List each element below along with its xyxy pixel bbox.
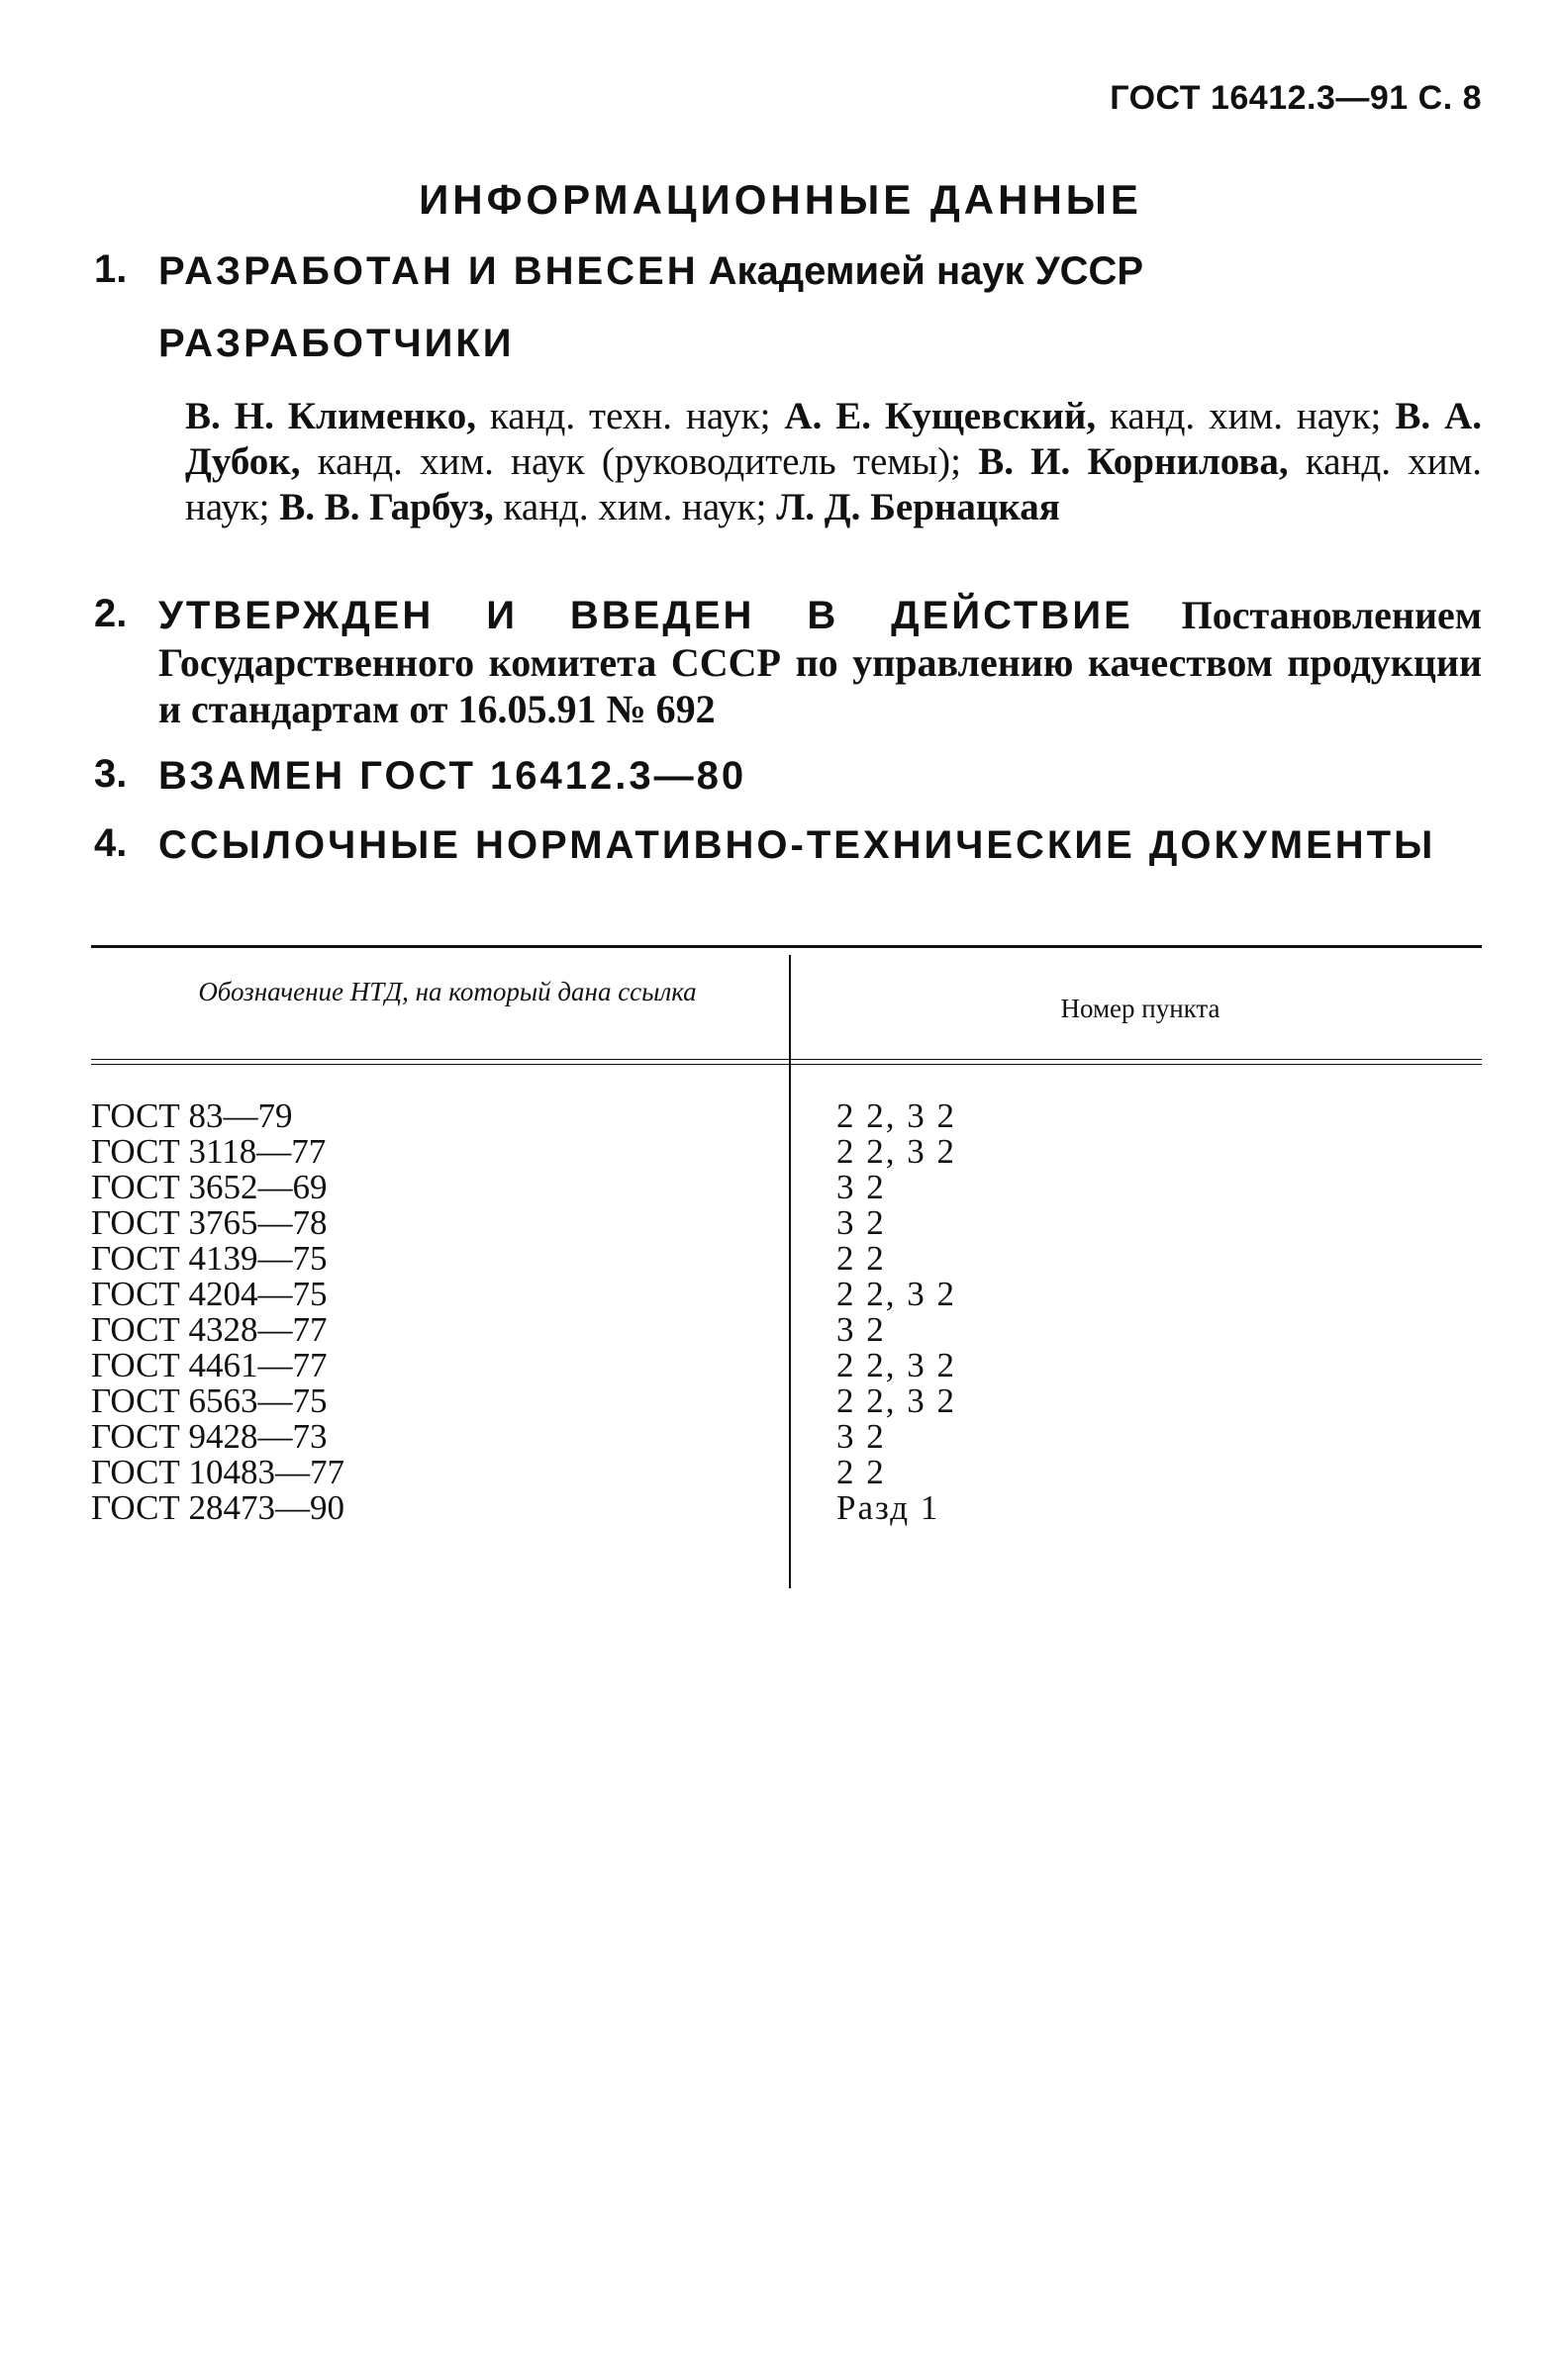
developer-title: канд. хим. наук; [185,440,1483,528]
developer-title: канд. техн. наук; [475,395,785,437]
page-title: ИНФОРМАЦИОННЫЕ ДАННЫЕ [419,176,1142,223]
developer-title: канд. хим. наук; [1096,395,1396,437]
column-header-document: Обозначение НТД, на который дана ссылка [198,977,697,1006]
table-row [91,1170,1482,1205]
document-cell: ГОСТ 3118—77 [91,1132,327,1171]
section-1 [94,247,1482,295]
section-heading: ВЗАМЕН ГОСТ 16412.3—80 [158,754,747,798]
developer-organization: Академией наук УССР [708,249,1144,293]
table-row [91,1134,1482,1170]
section-2 [94,592,1482,732]
document-cell: ГОСТ 4461—77 [91,1346,328,1384]
section-4 [94,821,1482,869]
table-row [91,1419,1482,1455]
table-row [91,1490,1482,1526]
table-row [91,1241,1482,1277]
clause-cell: 2 2, 3 2 [836,1346,956,1384]
document-cell: ГОСТ 3652—69 [91,1168,328,1206]
developer-title: канд. хим. наук (руководитель темы); [300,440,979,483]
developers-heading: РАЗРАБОТЧИКИ [158,322,515,365]
section-number: 2. [94,592,128,635]
developer-name: В. В. Гарбуз, [279,486,494,528]
document-cell: ГОСТ 6563—75 [91,1381,328,1420]
table-body [91,1098,1482,1526]
approval-text: Постановлением Государственного комитета СССР по управлению качеством продукции и стандартам от 16.05.91 № 692 [158,593,1482,731]
section-3 [94,752,1482,800]
clause-cell: 2 2, 3 2 [836,1132,956,1171]
clause-cell: 2 2, 3 2 [836,1096,956,1135]
document-cell: ГОСТ 28473—90 [91,1488,345,1527]
developer-name: В. Н. Клименко, [185,395,476,437]
document-cell: ГОСТ 4204—75 [91,1275,328,1313]
clause-cell: 3 2 [836,1168,886,1206]
developer-name: Л. Д. Бернацкая [776,486,1060,528]
section-heading: ССЫЛОЧНЫЕ НОРМАТИВНО-ТЕХНИЧЕСКИЕ ДОКУМЕНТЫ [158,823,1436,867]
section-number: 1. [94,247,128,291]
document-cell: ГОСТ 83—79 [91,1096,293,1135]
table-row [91,1455,1482,1490]
clause-cell: 3 2 [836,1310,886,1349]
clause-cell: 2 2 [836,1239,886,1278]
page-header-reference: ГОСТ 16412.3—91 С. 8 [1110,79,1482,117]
clause-cell: 2 2 [836,1453,886,1491]
clause-cell: 2 2, 3 2 [836,1381,956,1420]
table-row [91,1312,1482,1348]
table-row [91,1098,1482,1134]
table-row [91,1205,1482,1241]
section-heading: УТВЕРЖДЕН И ВВЕДЕН В ДЕЙСТВИЕ [158,594,1133,637]
developer-name: В. И. Корнилова, [978,440,1289,483]
table-row [91,1277,1482,1312]
developers-list [185,394,1482,530]
developer-title: канд. хим. наук; [493,486,777,528]
clause-cell: Разд 1 [836,1488,940,1527]
section-heading: РАЗРАБОТАН И ВНЕСЕН [158,249,699,293]
referenced-documents-table [91,945,1482,1588]
table-row [91,1383,1482,1419]
developer-name: А. Е. Кущевский, [784,395,1097,437]
developer-name: В. А. Дубок, [185,395,1483,483]
section-number: 4. [94,821,128,865]
clause-cell: 3 2 [836,1203,886,1242]
section-number: 3. [94,752,128,796]
table-top-rule [91,945,1482,948]
clause-cell: 3 2 [836,1417,886,1456]
document-cell: ГОСТ 4328—77 [91,1310,328,1349]
document-cell: ГОСТ 3765—78 [91,1203,328,1242]
column-header-clause: Номер пункта [1060,994,1220,1023]
document-cell: ГОСТ 9428—73 [91,1417,328,1456]
document-cell: ГОСТ 10483—77 [91,1453,345,1491]
table-row [91,1348,1482,1383]
document-cell: ГОСТ 4139—75 [91,1239,328,1278]
clause-cell: 2 2, 3 2 [836,1275,956,1313]
table-header-rule [91,1059,1482,1065]
